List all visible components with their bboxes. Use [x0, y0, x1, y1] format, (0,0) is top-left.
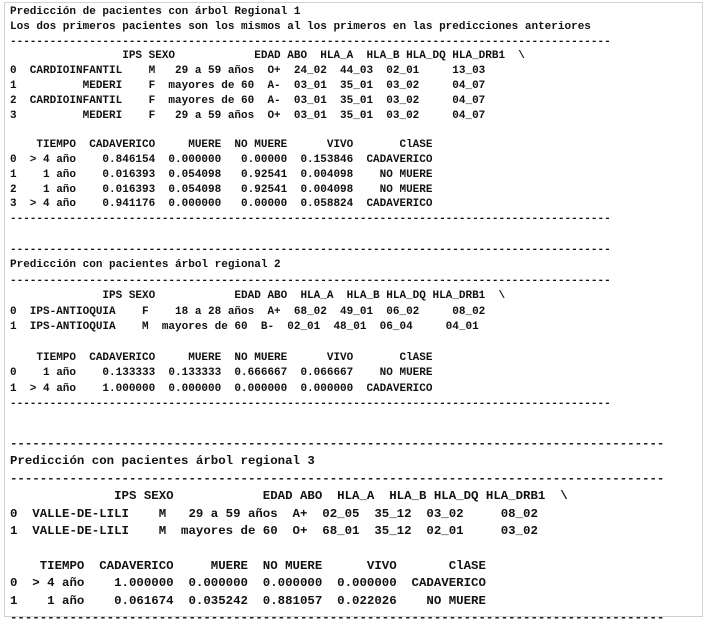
prediction-table-row: 0 > 4 año 0.846154 0.000000 0.00000 0.153846 CADAVERICO	[10, 153, 433, 166]
patients-table-header: IPS SEXO EDAD ABO HLA_A HLA_B HLA_DQ HLA_DRB1 \	[10, 290, 506, 303]
section-regional-2	[10, 243, 611, 412]
section-title: Predicción con pacientes árbol regional 3	[10, 454, 315, 469]
patients-table-row: 1 MEDERI F mayores de 60 A- 03_01 35_01 03_02 04_07	[10, 79, 486, 92]
prediction-table-row: 1 > 4 año 1.000000 0.000000 0.000000 0.000000 CADAVERICO	[10, 382, 433, 395]
prediction-table-row: 0 > 4 año 1.000000 0.000000 0.000000 0.000000 CADAVERICO	[10, 576, 486, 591]
section-title: Predicción con pacientes árbol regional 2	[10, 259, 281, 272]
prediction-table-row: 3 > 4 año 0.941176 0.000000 0.00000 0.058824 CADAVERICO	[10, 198, 433, 211]
divider: -------------------------------------------------------------------------------------------	[10, 274, 611, 287]
patients-table-row: 2 CARDIOINFANTIL F mayores de 60 A- 03_01 35_01 03_02 04_07	[10, 94, 486, 107]
divider: -------------------------------------------------------------------------------------------	[10, 244, 611, 256]
patients-table-row: 0 VALLE-DE-LILI M 29 a 59 años A+ 02_05 35_12 03_02 08_02	[10, 506, 538, 521]
divider: -------------------------------------------------------------------------------------------	[10, 213, 611, 226]
divider: ----------------------------------------------------------------------------------------	[10, 611, 665, 626]
divider: -------------------------------------------------------------------------------------------	[10, 35, 611, 48]
prediction-table-row: 1 1 año 0.061674 0.035242 0.881057 0.022026 NO MUERE	[10, 593, 486, 608]
prediction-table-row: 1 1 año 0.016393 0.054098 0.92541 0.004098 NO MUERE	[10, 168, 433, 181]
patients-table-row: 1 VALLE-DE-LILI M mayores de 60 O+ 68_01 35_12 02_01 03_02	[10, 524, 538, 539]
prediction-table-header: TIEMPO CADAVERICO MUERE NO MUERE VIVO ClASE	[10, 558, 486, 573]
patients-table-row: 0 IPS-ANTIOQUIA F 18 a 28 años A+ 68_02 49_01 06_02 08_02	[10, 305, 486, 318]
divider: ----------------------------------------------------------------------------------------	[10, 437, 665, 451]
patients-table-row: 1 IPS-ANTIOQUIA M mayores de 60 B- 02_01 48_01 06_04 04_01	[10, 321, 479, 334]
patients-table-row: 0 CARDIOINFANTIL M 29 a 59 años O+ 24_02 44_03 02_01 13_03	[10, 65, 486, 78]
patients-table-row: 3 MEDERI F 29 a 59 años O+ 03_01 35_01 03_02 04_07	[10, 109, 486, 122]
section-regional-3	[10, 436, 664, 627]
section-regional-1	[10, 5, 611, 227]
prediction-table-row: 0 1 año 0.133333 0.133333 0.666667 0.066667 NO MUERE	[10, 367, 433, 380]
patients-table-header: IPS SEXO EDAD ABO HLA_A HLA_B HLA_DQ HLA_DRB1 \	[10, 489, 568, 504]
divider: ----------------------------------------------------------------------------------------	[10, 471, 665, 486]
prediction-table-header: TIEMPO CADAVERICO MUERE NO MUERE VIVO ClASE	[10, 139, 433, 152]
prediction-table-header: TIEMPO CADAVERICO MUERE NO MUERE VIVO ClASE	[10, 351, 433, 364]
section-title: Predicción de pacientes con árbol Regional 1	[10, 6, 301, 18]
section-subtitle: Los dos primeros pacientes son los mismos al los primeros en las predicciones anteriores	[10, 20, 591, 33]
prediction-table-row: 2 1 año 0.016393 0.054098 0.92541 0.004098 NO MUERE	[10, 183, 433, 196]
divider: -------------------------------------------------------------------------------------------	[10, 398, 611, 411]
patients-table-header: IPS SEXO EDAD ABO HLA_A HLA_B HLA_DQ HLA_DRB1 \	[10, 50, 525, 63]
